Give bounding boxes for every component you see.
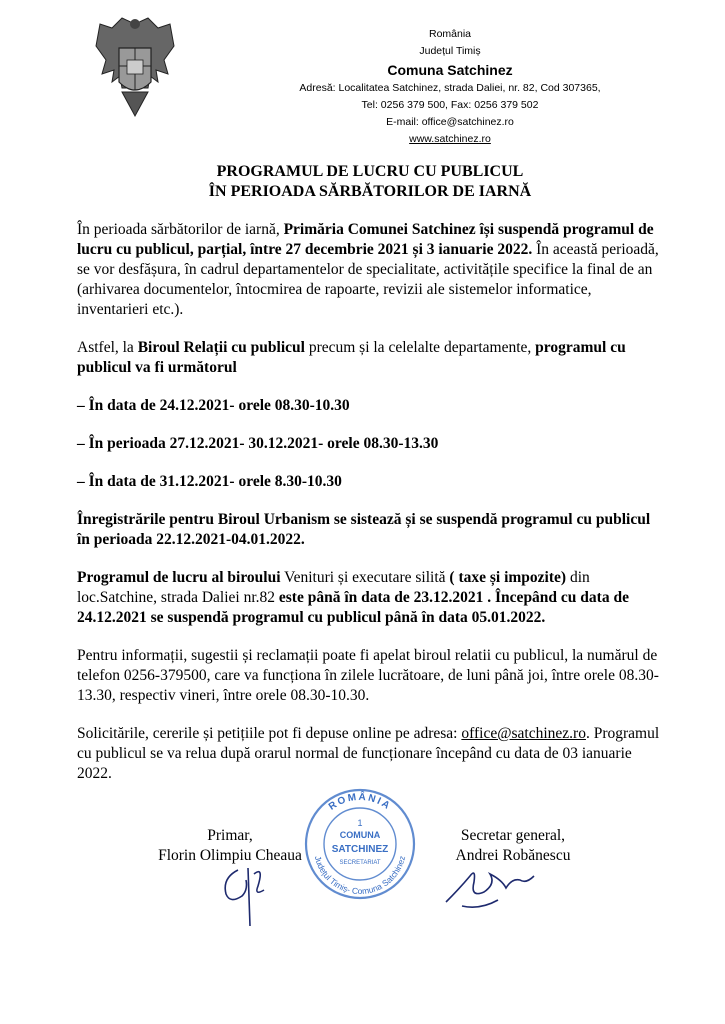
- address: Adresă: Localitatea Satchinez, strada Daliei, nr. 82, Cod 307365,: [299, 82, 601, 94]
- mayor-signature-mark: [208, 860, 288, 930]
- stamp-line-2: SATCHINEZ: [331, 844, 389, 855]
- secretary-role: Secretar general,: [460, 827, 566, 844]
- schedule-intro-mid: precum și la celelalte departamente,: [304, 339, 536, 356]
- schedule-item-3: – În data de 31.12.2021- orele 8.30-10.30: [77, 473, 342, 490]
- taxes-address: din loc.Satchine, strada Daliei nr.82: [77, 569, 590, 606]
- schedule-item-1: – În data de 24.12.2021- orele 08.30-10.30: [77, 397, 350, 414]
- secretary-signature-mark: [440, 858, 540, 918]
- intro-rest: În această perioadă, se vor desfășura, în cadrul departamentelor de specialitate, activitățile specifice la final de an (arhivarea documentelor, întocmirea de rapoarte, revizii ale sistemelor informatice, inventarieri etc.).: [77, 241, 659, 318]
- taxes-bold-2: ( taxe și impozite): [449, 569, 567, 586]
- intro-text: În perioada sărbătorilor de iarnă,: [77, 221, 284, 238]
- stamp-line-3: SECRETARIAT: [339, 860, 381, 866]
- online-rest: . Programul cu publicul se va relua după orarul normal de funcționare începând cu data de 03 ianuarie 2022.: [77, 725, 660, 782]
- intro-bold: Primăria Comunei Satchinez își suspendă programul de lucru cu publicul, parțial, între 27 decembrie 2021 și 3 ianuarie 2022.: [77, 221, 654, 258]
- stamp-number: 1: [357, 818, 363, 828]
- stamp-top-text: ROMÂNIA: [326, 791, 394, 813]
- taxes-bold-1: Programul de lucru al biroului: [77, 569, 281, 586]
- document-title: [150, 162, 590, 202]
- schedule-intro-text: Astfel, la: [77, 339, 138, 356]
- header-text: [240, 26, 660, 148]
- title-line-2: ÎN PERIOADA SĂRBĂTORILOR DE IARNĂ: [208, 183, 532, 200]
- document-body: [77, 220, 665, 802]
- taxes-office: Venituri și executare silită: [280, 569, 450, 586]
- online-text: Solicitările, cererile și petițiile pot fi depuse online pe adresa:: [77, 725, 462, 742]
- stamp-ring-text: Județul Timiș- Comuna Satchinez: [312, 854, 408, 897]
- paragraph-intro: [77, 220, 665, 320]
- mayor-name: Florin Olimpiu Cheaua: [158, 847, 302, 864]
- office-name: Biroul Relații cu publicul: [137, 339, 305, 356]
- email: E-mail: office@satchinez.ro: [386, 116, 514, 128]
- county: Județul Timiș: [419, 45, 481, 57]
- letterhead: [0, 0, 725, 150]
- stamp-line-1: COMUNA: [339, 830, 381, 840]
- svg-text:ROMÂNIA: [327, 790, 393, 813]
- institution-name: Comuna Satchinez: [387, 62, 513, 78]
- secretary-name: Andrei Robănescu: [455, 847, 571, 864]
- paragraph-taxes: [77, 568, 665, 628]
- paragraph-schedule-intro: [77, 338, 665, 378]
- official-stamp: [296, 782, 424, 900]
- paragraph-urbanism: Înregistrările pentru Biroul Urbanism se sistează și se suspendă programul cu publicul în perioada 22.12.2021-04.01.2022.: [77, 511, 651, 548]
- website-link[interactable]: www.satchinez.ro: [409, 133, 491, 145]
- mayor-role: Primar,: [207, 827, 253, 844]
- schedule-item-2: – În perioada 27.12.2021- 30.12.2021- orele 08.30-13.30: [77, 435, 439, 452]
- email-link[interactable]: office@satchinez.ro: [461, 725, 586, 742]
- title-line-1: PROGRAMUL DE LUCRU CU PUBLICUL: [216, 163, 524, 180]
- paragraph-contact: Pentru informații, sugestii și reclamații poate fi apelat biroul relatii cu publicul, la numărul de telefon 0256-379500, care va funcționa în zilele lucrătoare, de luni până joi, între orele 08.30-13.30, respectiv vineri, între orele 08.30-10.30.: [77, 647, 659, 704]
- paragraph-online: [77, 724, 665, 784]
- coat-of-arms-icon: [92, 16, 178, 121]
- taxes-bold-3: este până în data de 23.12.2021 . Începând cu data de 24.12.2021 se suspendă programul cu publicul până în data 05.01.2022.: [77, 589, 629, 626]
- schedule-intro-bold: programul cu publicul va fi următorul: [77, 339, 626, 376]
- phone: Tel: 0256 379 500, Fax: 0256 379 502: [361, 99, 539, 111]
- country: România: [428, 28, 472, 40]
